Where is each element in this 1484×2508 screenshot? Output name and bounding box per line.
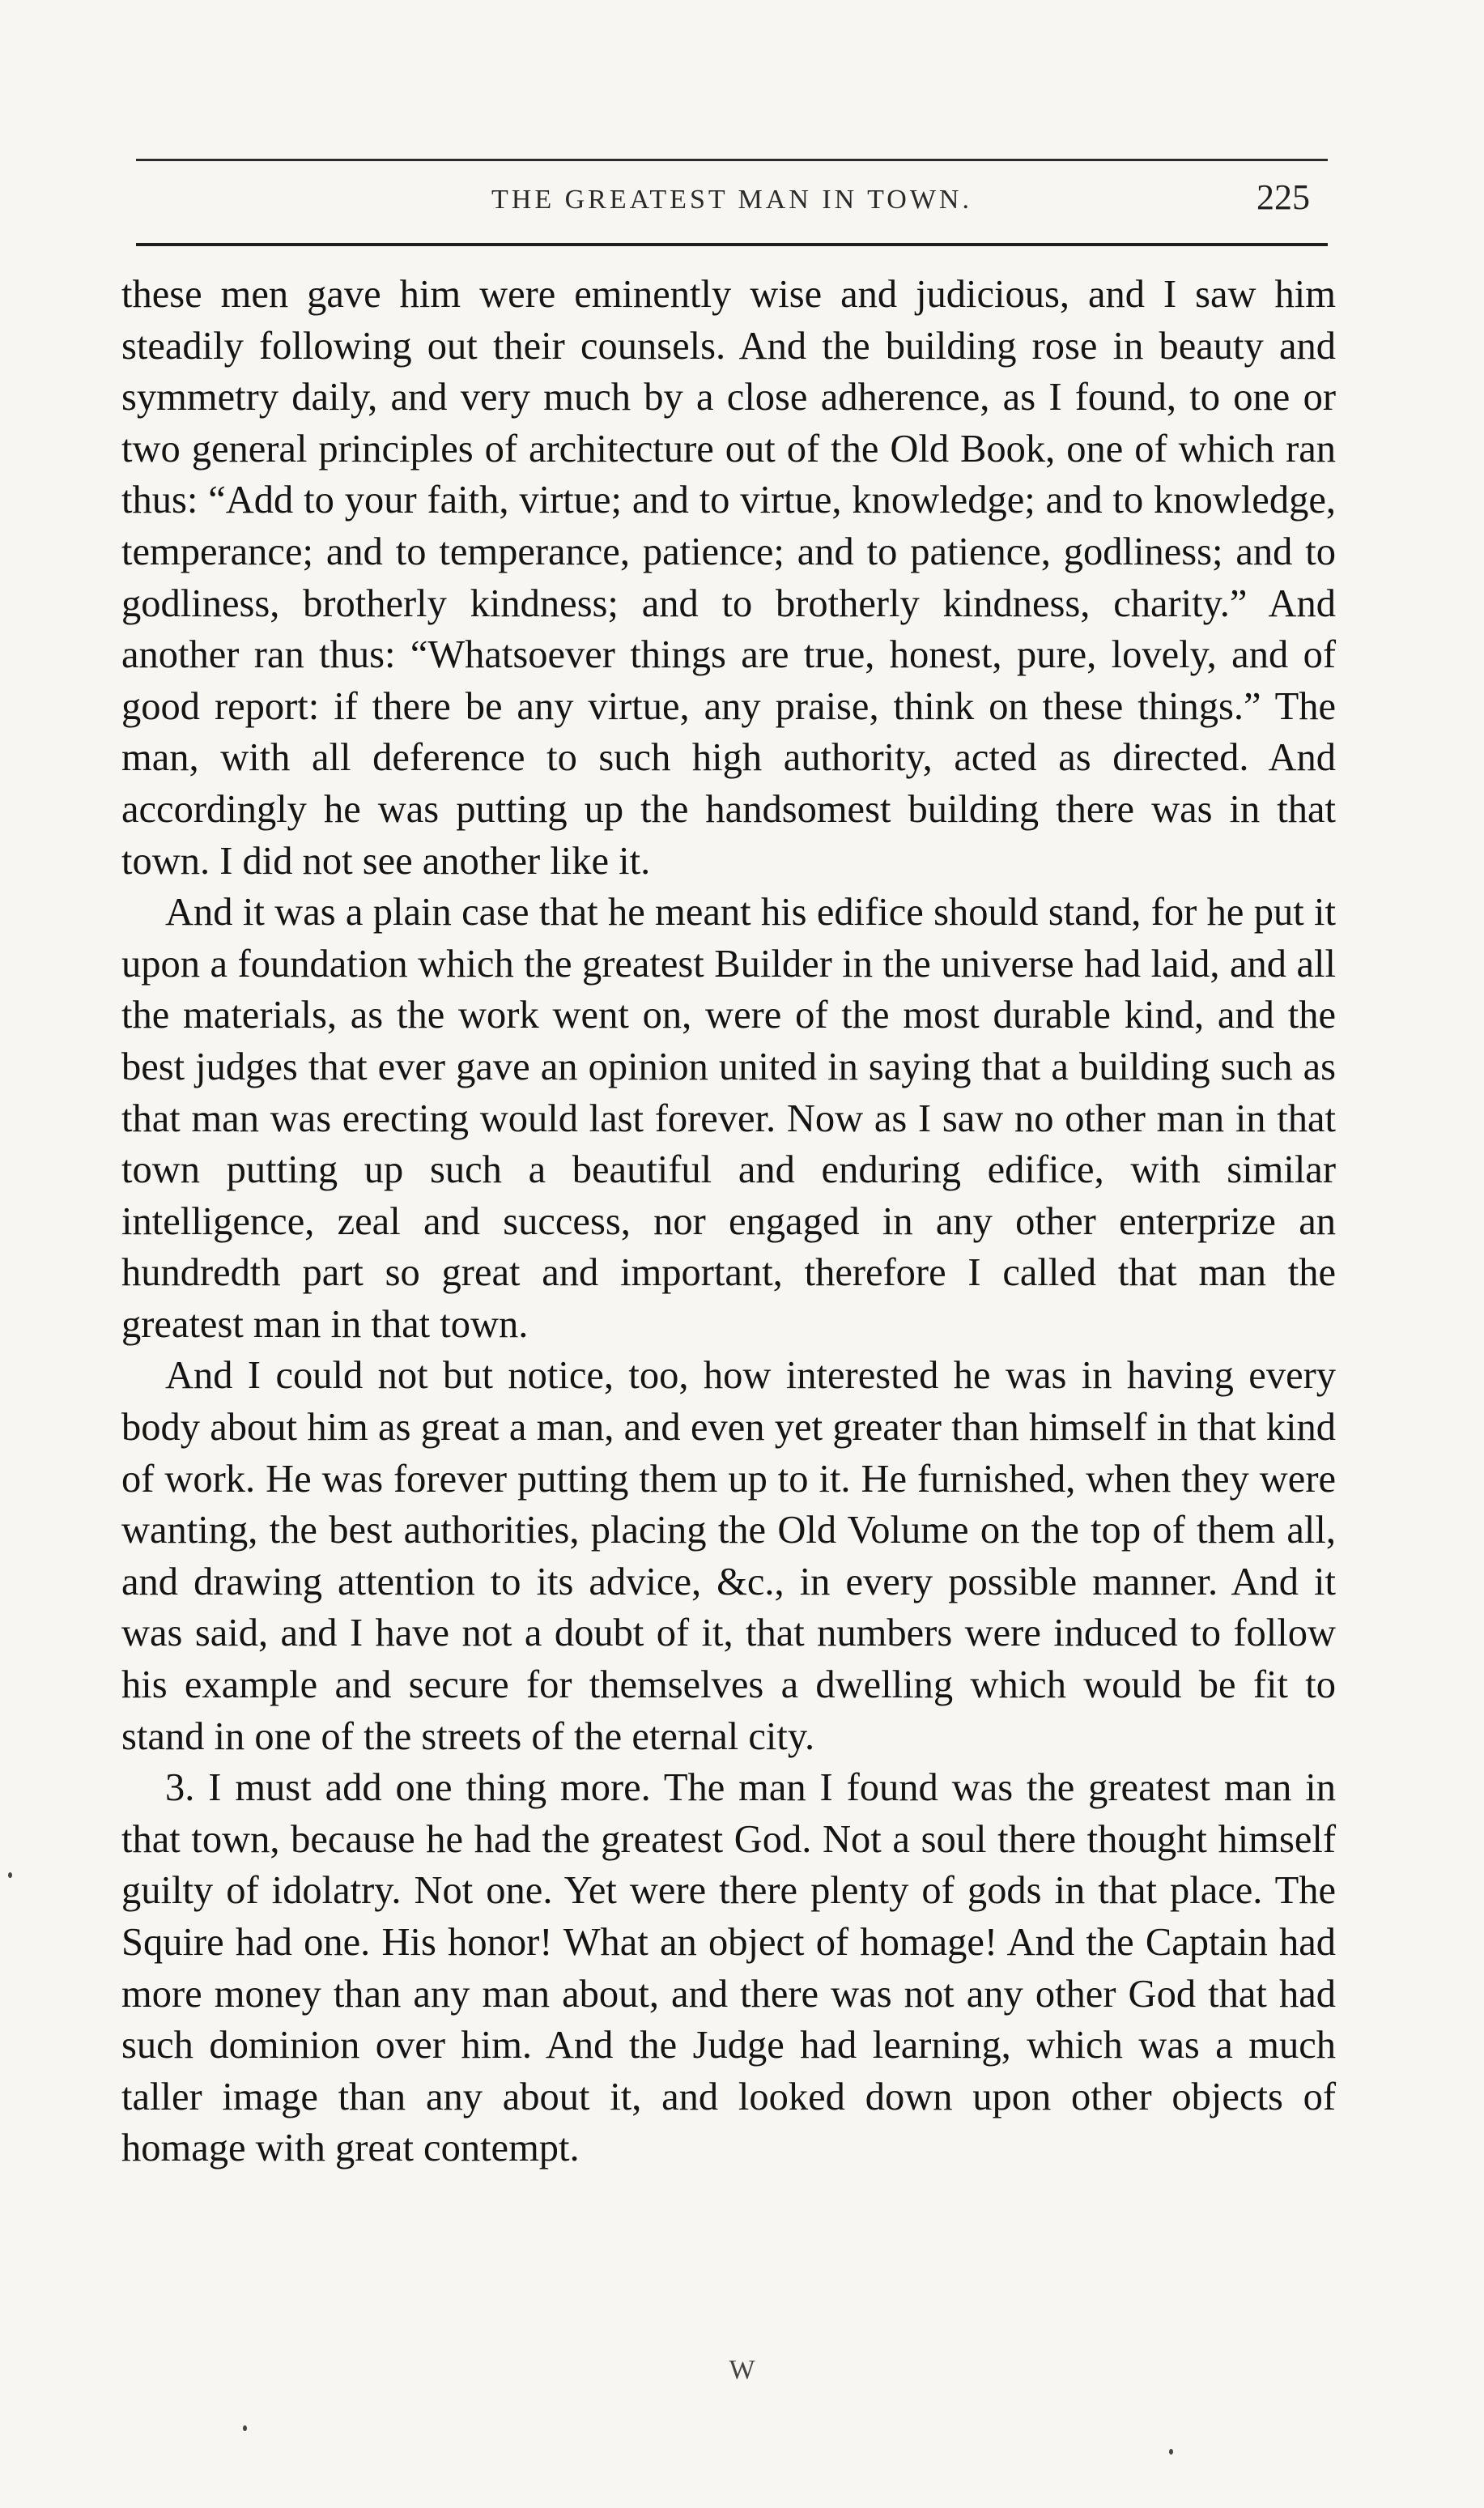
signature-mark: W [729,2355,755,2385]
header-rule-top [136,159,1328,161]
print-speck [8,1872,12,1878]
page-number: 225 [1257,177,1310,217]
paragraph-1: these men gave him were eminently wise and judicious, and I saw him steadily following out their counsels. And the building rose in beauty and symmetry daily, and very much by a close adherence, as I found, to one or two general principles of architecture out of the Old Book, one of which ran thus: “Add to your faith, virtue; and to virtue, knowledge; and to knowledge, temperance; and to temperance, patience; and to patience, godliness; and to godliness, brotherly kindness; and to brotherly kindness, charity.” And another ran thus: “Whatsoever things are true, honest, pure, lovely, and of good report: if there be any virtue, any praise, think on these things.” The man, with all deference to such high authority, acted as directed. And accordingly he was putting up the handsomest building there was in that town. I did not see another like it. [121,273,1336,883]
paragraph-4: 3. I must add one thing more. The man I found was the greatest man in that town, because he had the greatest God. Not a soul there thought himself guilty of idolatry. Not one. Yet were there plenty of gods in that place. The Squire had one. His honor! What an object of homage! And the Captain had more money than any man about, and there was not any other God that had such dominion over him. And the Judge had learning, which was a much taller image than any about it, and looked down upon other objects of homage with great contempt. [121,1766,1336,2170]
print-speck [243,2425,247,2431]
running-title: THE GREATEST MAN IN TOWN. [491,185,972,215]
paragraph-3: And I could not but notice, too, how interested he was in having every body about him as great a man, and even yet greater than himself in that kind of work. He was forever putting them up to it. He furnished, when they were wanting, the best authorities, placing the Old Volume on the top of them all, and drawing attention to its advice, &c., in every possible manner. And it was said, and I have not a doubt of it, that numbers were induced to follow his example and secure for themselves a dwelling which would be fit to stand in one of the streets of the eternal city. [121,1354,1336,1758]
running-header [136,177,1328,225]
header-rule-bottom [136,243,1328,246]
paragraph-2: And it was a plain case that he meant his edifice should stand, for he put it upon a foundation which the greatest Builder in the universe had laid, and all the materials, as the work went on, were of the most durable kind, and the best judges that ever gave an opinion united in saying that a building such as that man was erecting would last forever. Now as I saw no other man in that town putting up such a beautiful and enduring edifice, with similar intelligence, zeal and success, nor engaged in any other enterprize an hundredth part so great and important, therefore I called that man the greatest man in that town. [121,891,1336,1346]
body-text [121,269,1336,2174]
print-speck [1169,2449,1173,2455]
